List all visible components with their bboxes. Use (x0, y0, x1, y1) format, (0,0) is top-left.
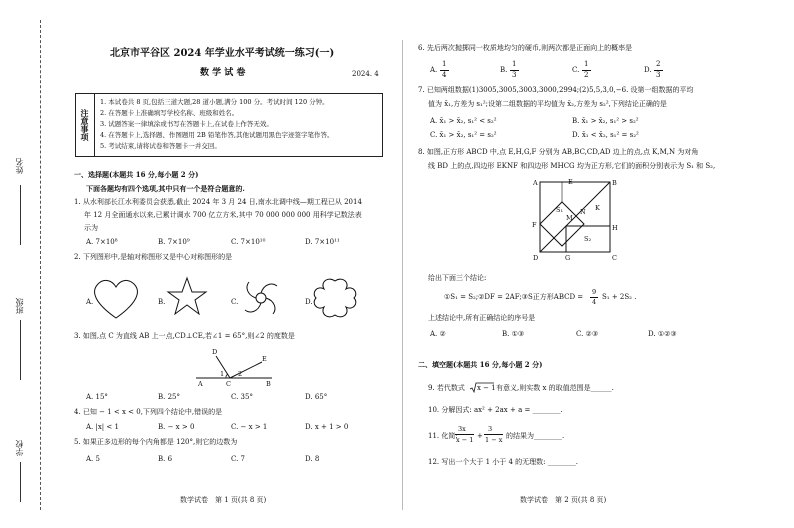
note-item: 3. 试题答案一律填涂或书写在答题卡上,在试卷上作答无效。 (100, 120, 273, 128)
q8-conds: ①S₁ = S₂;②DF = 2AF;③S正方形ABCD = (444, 293, 584, 301)
q9-post: 有意义,则实数 x 的取值范围是______. (496, 384, 614, 392)
q2-option-b[interactable]: B. (158, 298, 166, 306)
note-item: 1. 本试卷共 8 页,包括三道大题,28 道小题,满分 100 分。考试时间 120 分钟。 (100, 98, 329, 106)
q8-frac-den: 4 (592, 298, 597, 306)
q11-frac2-num: 3 (488, 425, 493, 433)
q8-label-h: H (612, 224, 618, 232)
q3-label-b: B (266, 380, 271, 388)
q3-option-b[interactable]: B. 25° (158, 393, 181, 401)
q8-option-b[interactable]: B. ①③ (502, 330, 525, 338)
q3-stem: 3. 如图,点 C 为直线 AB 上一点,CD⊥CE,若∠1 = 65°,则∠2 的度数是 (74, 332, 295, 340)
q1-option-a[interactable]: A. 7×10⁸ (86, 238, 118, 246)
q8-option-d[interactable]: D. ①②③ (648, 330, 677, 338)
q11-frac2-bar (484, 434, 503, 435)
q3-angle-1: 1 (220, 370, 225, 378)
q7-line1: 7. 已知两组数据(1)3005,3005,3003,3000,2994;(2)5,5,3,0,−6. 设第一组数据的平均 (418, 86, 694, 94)
q5-option-a[interactable]: A. 5 (86, 455, 100, 463)
q1-line3: 示为 (84, 224, 98, 232)
q8-label-n: N (580, 208, 586, 216)
q1-line1: 1. 从水利部长江水利委员会获悉,截止 2024 年 3 月 24 日,南水北调中线—期工程已从 2014 (74, 198, 362, 206)
q7-line2: 值为 x̄₁,方差为 s₁²;设第二组数据的平均值为 x̄₂,方差为 s₂²,下列结论正确的是 (428, 100, 667, 108)
q3-label-e: E (262, 355, 267, 363)
q3-label-d: D (212, 348, 218, 356)
q4-stem: 4. 已知 − 1 < x < 0,下列四个结论中,错误的是 (74, 408, 223, 416)
q8-label-k: K (595, 204, 600, 212)
q7-option-a[interactable]: A. x̄₁ > x̄₂, s₁² < s₂² (430, 117, 497, 125)
q11-plus: + (477, 432, 483, 440)
q5-option-b[interactable]: B. 6 (158, 455, 173, 463)
section1-title: 一、选择题(本题共 16 分,每小题 2 分) (74, 170, 199, 179)
q2-option-d[interactable]: D. (305, 298, 313, 306)
q3-label-c: C (226, 380, 231, 388)
exam-title: 北京市平谷区 2024 年学业水平考试统一练习(一) (110, 48, 335, 59)
q7-option-b[interactable]: B. x̄₁ > x̄₂, s₁² > s₂² (572, 117, 639, 125)
q8-label-s2: S₂ (584, 235, 592, 243)
class-label: 班级 (15, 298, 24, 314)
q8-label-f: F (532, 221, 537, 229)
subject-title: 数 学 试 卷 (200, 68, 246, 78)
q8-label-b: B (612, 179, 617, 187)
q9-radicand: x − 1 (477, 384, 496, 392)
q5-option-d[interactable]: D. 8 (305, 455, 320, 463)
name-label: 姓名 (15, 158, 24, 174)
q8-cond-intro: 给出下面三个结论: (428, 274, 487, 282)
q5-option-c[interactable]: C. 7 (231, 455, 246, 463)
q2-option-a[interactable]: A. (86, 298, 94, 306)
q8-line2: 线 BD 上的点,四边形 EKNF 和四边形 MHCG 均为正方形,它们的面积分别表示为 S₁ 和 S₂, (428, 162, 716, 170)
q1-option-d[interactable]: D. 7×10¹¹ (305, 238, 340, 246)
q2-stem: 2. 下列图形中,是轴对称图形又是中心对称图形的是 (74, 253, 233, 261)
q3-option-d[interactable]: D. 65° (305, 393, 328, 401)
section1-intro: 下面各题均有四个选项,其中只有一个是符合题意的. (86, 184, 245, 193)
note-item: 5. 考试结束,请将试卷和答题卡一并交回。 (100, 142, 221, 150)
q11-frac1-den: x − 1 (456, 436, 474, 444)
note-item: 2. 在答题卡上准确填写学校名称、班级和姓名。 (100, 109, 239, 117)
q3-option-c[interactable]: C. 35° (231, 393, 253, 401)
note-item: 4. 在答题卡上,选择题、作图题用 2B 铅笔作答,其他试题用黑色字迹签字笔作答。 (100, 131, 334, 139)
q1-line2: 年 12 月全面通水以来,已累计调水 700 亿立方米,其中 70 000 000 000 用科学记数法表 (84, 211, 362, 219)
q8-label-m: M (566, 214, 573, 222)
q3-angle-2: 2 (238, 370, 243, 378)
q4-option-c[interactable]: C. − x > 1 (231, 423, 268, 431)
q8-frac-num: 9 (592, 288, 597, 296)
q8-label-e: E (568, 178, 573, 186)
q4-option-a[interactable]: A. |x| < 1 (86, 423, 119, 431)
q1-option-b[interactable]: B. 7×10⁹ (158, 238, 190, 246)
school-label: 学校 (15, 440, 24, 456)
notes-label: 注意事项 (76, 94, 95, 156)
q6-stem: 6. 先后两次抛掷同一枚质地均匀的硬币,则两次都是正面向上的概率是 (418, 44, 633, 52)
q8-option-c[interactable]: C. ②③ (576, 330, 599, 338)
q1-option-c[interactable]: C. 7×10¹⁰ (231, 238, 266, 246)
q8-label-a: A (533, 179, 538, 187)
q4-option-b[interactable]: B. − x > 0 (158, 423, 195, 431)
q2-option-c[interactable]: C. (231, 298, 239, 306)
q12-text: 12. 写出一个大于 1 小于 4 的无理数: ________. (428, 458, 578, 466)
q7-option-d[interactable]: D. x̄₁ < x̄₂, s₁² = s₂² (572, 131, 639, 139)
q11-post: 的结果为________. (506, 432, 565, 440)
footer-left: 数学试卷 第 1 页(共 8 页) (180, 496, 267, 504)
q8-line1: 8. 如图,正方形 ABCD 中,点 E,H,G,F 分别为 AB,BC,CD,AD 边上的点,点 K,M,N 为对角 (418, 148, 699, 156)
q8-label-c: C (612, 254, 617, 262)
q11-pre: 11. 化简: (428, 432, 458, 440)
section2-title: 二、填空题(本题共 16 分,每小题 2 分) (418, 360, 543, 369)
q7-option-c[interactable]: C. x̄₁ > x̄₂, s₁² = s₂² (430, 131, 497, 139)
q3-option-a[interactable]: A. 15° (86, 393, 108, 401)
q8-option-a[interactable]: A. ② (430, 330, 446, 338)
q11-frac2-den: 1 − x (485, 436, 503, 444)
q8-label-d: D (533, 254, 539, 262)
q11-frac1-bar (455, 434, 474, 435)
q8-label-g: G (565, 254, 571, 262)
q8-question: 上述结论中,所有正确结论的序号是 (428, 314, 536, 322)
q8-label-s1: S₁ (556, 206, 564, 214)
q5-stem: 5. 如果正多边形的每个内角都是 120°,则它的边数为 (74, 438, 238, 446)
q4-option-d[interactable]: D. x + 1 > 0 (305, 423, 349, 431)
q9-pre: 9. 若代数式 (428, 384, 465, 392)
q11-frac1-num: 3x (458, 425, 466, 433)
exam-date: 2024. 4 (352, 70, 379, 78)
q3-label-a: A (198, 380, 203, 388)
footer-right: 数学试卷 第 2 页(共 8 页) (520, 496, 607, 504)
q8-cond-tail: S₁ + 2S₂ . (602, 293, 637, 301)
q10-text: 10. 分解因式: ax² + 2ax + a = ________. (428, 406, 563, 414)
